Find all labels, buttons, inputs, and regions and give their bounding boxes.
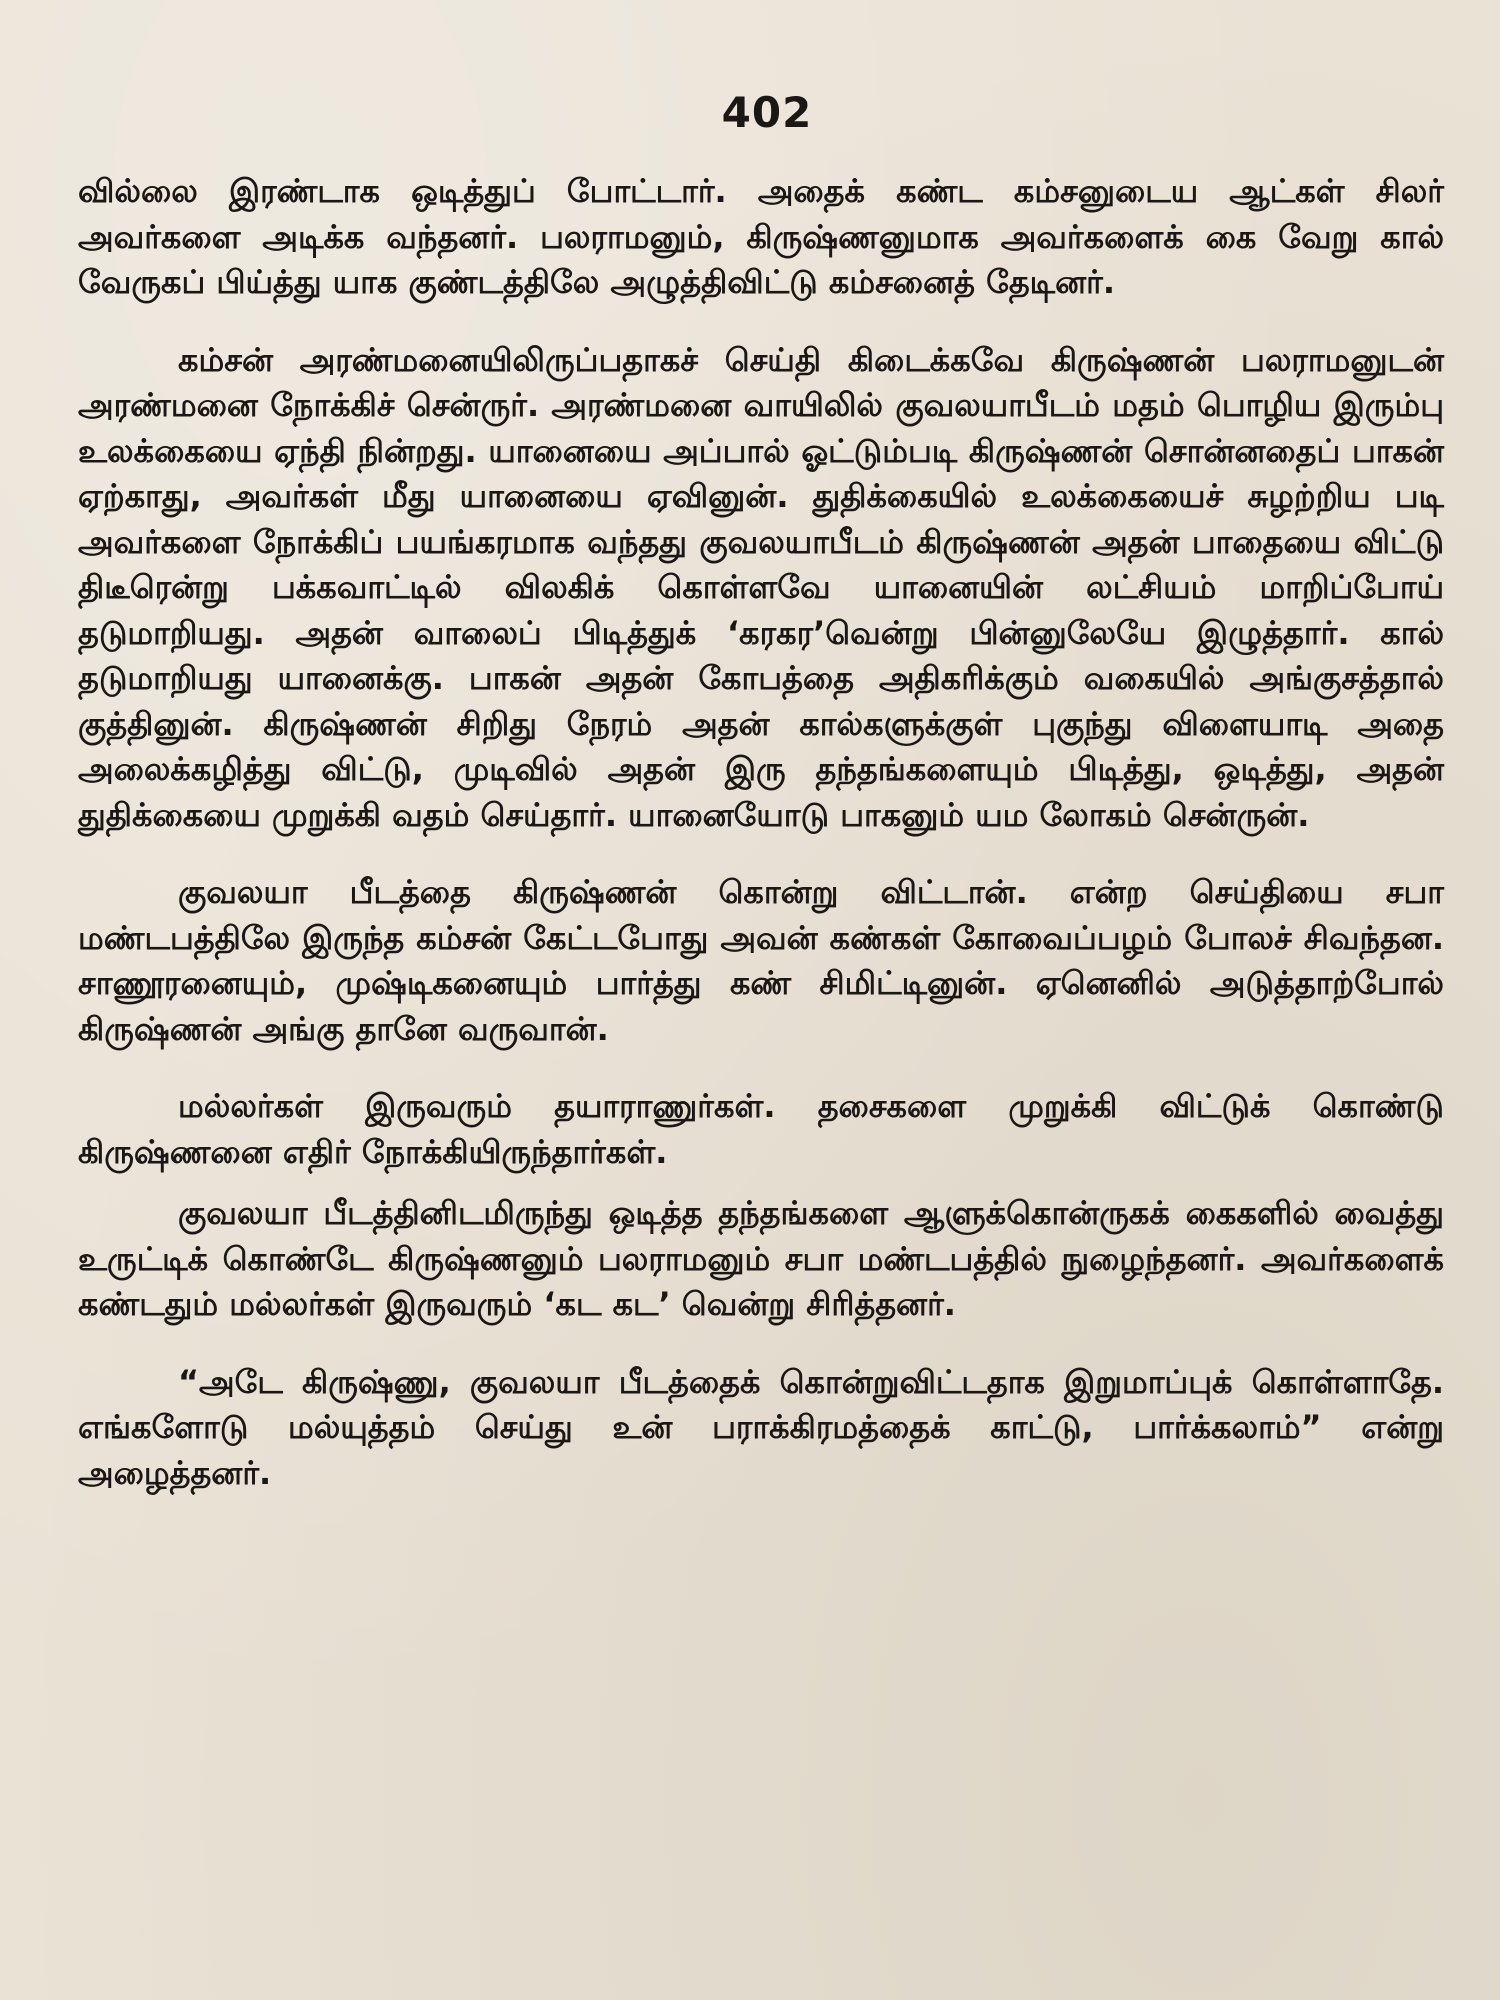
paragraph-5: குவலயா பீடத்தினிடமிருந்து ஒடித்த தந்தங்களை ஆளுக்கொன்ருகக் கைகளில் வைத்து உருட்டிக் கொண்டே கிருஷ்ணனும் பலராமனும் சபா மண்டபத்தில் நுழைந்தனர். அவர்களைக் கண்டதும் மல்லர்கள் இருவரும் ‘கட கட’ வென்று சிரித்தனர்.	[78, 1194, 1444, 1323]
paragraph-1: வில்லை இரண்டாக ஒடித்துப் போட்டார். அதைக் கண்ட கம்சனுடைய ஆட்கள் சிலர் அவர்களை அடிக்க வந்தனர். பலராமனும், கிருஷ்ணனுமாக அவர்களைக் கை வேறு கால் வேருகப் பிய்த்து யாக குண்டத்திலே அழுத்திவிட்டு கம்சனைத் தேடினர்.	[78, 172, 1444, 301]
body-text	[78, 169, 1444, 1496]
paragraph-3: குவலயா பீடத்தை கிருஷ்ணன் கொன்று விட்டான். என்ற செய்தியை சபா மண்டபத்திலே இருந்த கம்சன் கேட்டபோது அவன் கண்கள் கோவைப்பழம் போலச் சிவந்தன. சாணூரனையும், முஷ்டிகனையும் பார்த்து கண் சிமிட்டினுன். ஏனெனில் அடுத்தாற்போல் கிருஷ்ணன் அங்கு தானே வருவான்.	[78, 873, 1444, 1048]
page-number: 402	[721, 88, 813, 137]
paragraph-4: மல்லர்கள் இருவரும் தயாராணுர்கள். தசைகளை முறுக்கி விட்டுக் கொண்டு கிருஷ்ணனை எதிர் நோக்கியிருந்தார்கள்.	[78, 1087, 1444, 1171]
paragraph-2: கம்சன் அரண்மனையிலிருப்பதாகச் செய்தி கிடைக்கவே கிருஷ்ணன் பலராமனுடன் அரண்மனை நோக்கிச் சென்ருர். அரண்மனை வாயிலில் குவலயாபீடம் மதம் பொழிய இரும்பு உலக்கையை ஏந்தி நின்றது. யானையை அப்பால் ஓட்டும்படி கிருஷ்ணன் சொன்னதைப் பாகன் ஏற்காது, அவர்கள் மீது யானையை ஏவினுன். துதிக்கையில் உலக்கையைச் சுழற்றிய படி அவர்களை நோக்கிப் பயங்கரமாக வந்தது குவலயாபீடம் கிருஷ்ணன் அதன் பாதையை விட்டு திடீரென்று பக்கவாட்டில் விலகிக் கொள்ளவே யானையின் லட்சியம் மாறிப்போய் தடுமாறியது. அதன் வாலைப் பிடித்துக் ‘கரகர’வென்று பின்னுலேயே இழுத்தார். கால் தடுமாறியது யானைக்கு. பாகன் அதன் கோபத்தை அதிகரிக்கும் வகையில் அங்குசத்தால் குத்தினுன். கிருஷ்ணன் சிறிது நேரம் அதன் கால்களுக்குள் புகுந்து விளையாடி அதை அலைக்கழித்து விட்டு, முடிவில் அதன் இரு தந்தங்களையும் பிடித்து, ஒடித்து, அதன் துதிக்கையை முறுக்கி வதம் செய்தார். யானையோடு பாகனும் யம லோகம் சென்ருன்.	[78, 340, 1445, 834]
paragraph-6: “அடே கிருஷ்ணு, குவலயா பீடத்தைக் கொன்றுவிட்டதாக இறுமாப்புக் கொள்ளாதே. எங்களோடு மல்யுத்தம் செய்து உன் பராக்கிரமத்தைக் காட்டு, பார்க்கலாம்” என்று அழைத்தனர்.	[78, 1362, 1444, 1492]
